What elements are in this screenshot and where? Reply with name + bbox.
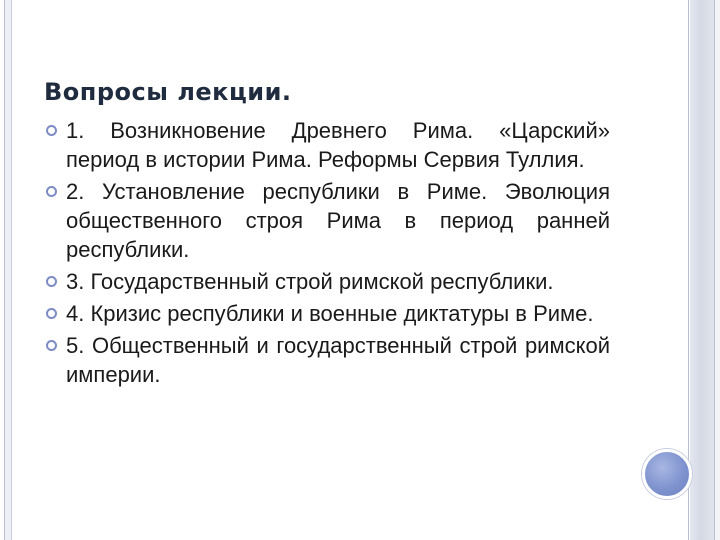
circle-bullet-icon <box>46 125 57 136</box>
list-item-text: 4. Кризис республики и военные диктатуры в Риме. <box>66 301 594 326</box>
slide-title: Вопросы лекции. <box>44 78 292 106</box>
circle-bullet-icon <box>46 340 57 351</box>
list-item <box>44 331 610 389</box>
list-item <box>44 177 610 264</box>
list-item-text: 3. Государственный строй римской республики. <box>66 269 554 294</box>
list-item-text: 5. Общественный и государственный строй римской империи. <box>66 333 610 387</box>
list-item-text: 1. Возникновение Древнего Рима. «Царский» период в истории Рима. Реформы Сервия Туллия. <box>66 118 610 172</box>
circle-bullet-icon <box>46 186 57 197</box>
lecture-questions-list <box>44 116 610 392</box>
list-item <box>44 299 610 328</box>
circle-bullet-icon <box>46 276 57 287</box>
left-frame-line-inner <box>11 0 12 540</box>
circle-bullet-icon <box>46 308 57 319</box>
list-item-text: 2. Установление республики в Риме. Эволюция общественного строя Рима в период ранней республики. <box>66 179 610 262</box>
list-item <box>44 116 610 174</box>
list-item <box>44 267 610 296</box>
right-frame-line <box>688 0 689 540</box>
circle-decoration-icon <box>642 449 692 499</box>
right-frame-edge <box>715 0 720 540</box>
right-frame-band <box>690 0 714 540</box>
